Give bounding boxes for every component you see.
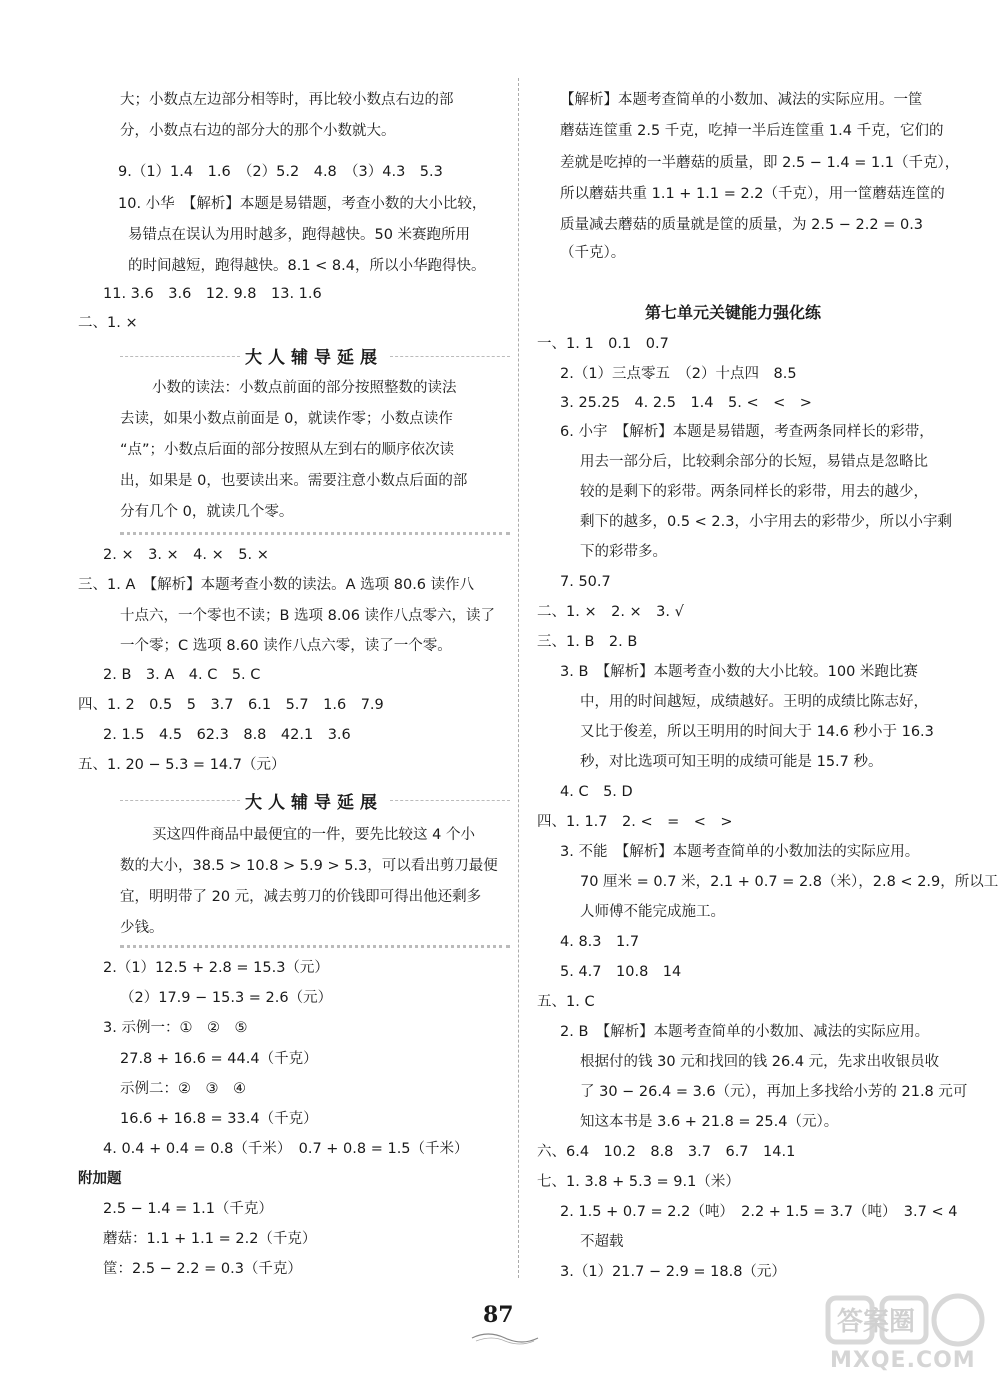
answer-line: （2）17.9 − 15.3 = 2.6（元） (120, 990, 333, 1006)
answer-line: 三、1. A 【解析】本题考查小数的读法。A 选项 80.6 读作八 (78, 577, 475, 593)
watermark-text: MXQE.COM (830, 1348, 976, 1373)
answer-line: 2.（1）12.5 + 2.8 = 15.3（元） (103, 960, 329, 976)
box-title: 大人辅导延展 (245, 793, 383, 813)
text-line: 人师傅不能完成施工。 (580, 904, 725, 920)
note-line: 少钱。 (120, 920, 164, 936)
answer-line: 2.5 − 1.4 = 1.1（千克） (103, 1201, 273, 1217)
answer-line: 3.（1）21.7 − 2.9 = 18.8（元） (560, 1264, 786, 1280)
answer-line: 示例二：② ③ ④ (120, 1081, 246, 1097)
answer-line: 2. B 3. A 4. C 5. C (103, 667, 261, 683)
answer-line: 六、6.4 10.2 8.8 3.7 6.7 14.1 (537, 1144, 796, 1160)
answer-line: 3. 25.25 4. 2.5 1.4 5. < < > (560, 395, 812, 411)
note-line: 数的大小，38.5 > 10.8 > 5.9 > 5.3，可以看出剪刀最便 (120, 858, 498, 874)
answer-line: 一、1. 1 0.1 0.7 (537, 336, 669, 352)
text-line: 根据付的钱 30 元和找回的钱 26.4 元，先求出收银员收 (580, 1054, 940, 1070)
answer-line: 二、1. × 2. × 3. √ (537, 604, 684, 620)
answer-line: 4. 0.4 + 0.4 = 0.8（千米） 0.7 + 0.8 = 1.5（千米） (103, 1141, 469, 1157)
section-heading: 附加题 (78, 1171, 122, 1187)
text-line: 下的彩带多。 (580, 544, 667, 560)
text-line: （千克）。 (560, 245, 626, 261)
text-line: 质量减去蘑菇的质量就是筐的质量，为 2.5 − 2.2 = 0.3 (560, 217, 924, 233)
column-divider (518, 78, 519, 1278)
answer-line: 五、1. C (537, 994, 595, 1010)
box-title: 大人辅导延展 (245, 348, 383, 368)
text-line: 知这本书是 3.6 + 21.8 = 25.4（元）。 (580, 1114, 839, 1130)
answer-line: 二、1. × (78, 315, 138, 331)
answer-line: 11. 3.6 3.6 12. 9.8 13. 1.6 (103, 286, 322, 302)
note-line: 出，如果是 0，也要读出来。需要注意小数点后面的部 (120, 473, 468, 489)
answer-line: 2. × 3. × 4. × 5. × (103, 547, 269, 563)
box-rule (390, 356, 510, 357)
answer-line: 2. 1.5 + 0.7 = 2.2（吨） 2.2 + 1.5 = 3.7（吨） 3.7 < 4 (560, 1204, 958, 1220)
page-number: 87 (483, 1302, 514, 1328)
text-line: 易错点在误认为用时越多，跑得越快。50 米赛跑所用 (128, 227, 471, 243)
answer-line: 7. 50.7 (560, 574, 611, 590)
text-line: 较的是剩下的彩带。两条同样长的彩带，用去的越少， (580, 484, 928, 500)
answer-line: 3. B 【解析】本题考查小数的大小比较。100 米跑比赛 (560, 664, 918, 680)
text-line: 大；小数点左边部分相等时，再比较小数点右边的部 (120, 92, 454, 108)
answer-line: 4. C 5. D (560, 784, 633, 800)
dotted-rule (120, 945, 510, 948)
dotted-rule (120, 532, 510, 535)
svg-text:答案圈: 答案圈 (837, 1307, 916, 1337)
answer-line: 9.（1）1.4 1.6 （2）5.2 4.8 （3）4.3 5.3 (118, 164, 443, 180)
text-line: 用去一部分后，比较剩余部分的长短，易错点是忽略比 (580, 454, 928, 470)
note-line: 宜，明明带了 20 元，减去剪刀的价钱即可得出他还剩多 (120, 889, 482, 905)
answer-line: 七、1. 3.8 + 5.3 = 9.1（米） (537, 1174, 740, 1190)
text-line: 剩下的越多，0.5 < 2.3，小宇用去的彩带少，所以小宇剩 (580, 514, 952, 530)
answer-line: 10. 小华 【解析】本题是易错题，考查小数的大小比较， (118, 196, 487, 212)
answer-line: 三、1. B 2. B (537, 634, 638, 650)
note-line: 分有几个 0，就读几个零。 (120, 504, 294, 520)
answer-line: 16.6 + 16.8 = 33.4（千克） (120, 1111, 318, 1127)
answer-line: 5. 4.7 10.8 14 (560, 964, 682, 980)
text-line: 了 30 − 26.4 = 3.6（元），再加上多找给小芳的 21.8 元可 (580, 1084, 968, 1100)
text-line: 所以蘑菇共重 1.1 + 1.1 = 2.2（千克），用一筐蘑菇连筐的 (560, 186, 945, 202)
text-line: 十点六，一个零也不读；B 选项 8.06 读作八点零六，读了 (120, 608, 496, 624)
answer-line: 2. 1.5 4.5 62.3 8.8 42.1 3.6 (103, 727, 351, 743)
note-line: 去读，如果小数点前面是 0，就读作零；小数点读作 (120, 411, 453, 427)
note-line: “点”；小数点后面的部分按照从左到右的顺序依次读 (120, 442, 455, 458)
page-number-ornament (470, 1330, 540, 1346)
answer-line: 6. 小宇 【解析】本题是易错题，考查两条同样长的彩带， (560, 424, 934, 440)
answer-line: 2.（1）三点零五 （2）十点四 8.5 (560, 366, 797, 382)
answer-line: 4. 8.3 1.7 (560, 934, 640, 950)
text-line: 不超载 (580, 1234, 624, 1250)
text-line: 的时间越短，跑得越快。8.1 < 8.4，所以小华跑得快。 (128, 258, 486, 274)
text-line: 【解析】本题考查简单的小数加、减法的实际应用。一筐 (560, 92, 923, 108)
answer-line: 四、1. 2 0.5 5 3.7 6.1 5.7 1.6 7.9 (78, 697, 384, 713)
answer-line: 3. 不能 【解析】本题考查简单的小数加法的实际应用。 (560, 844, 920, 860)
answer-line: 27.8 + 16.6 = 44.4（千克） (120, 1051, 318, 1067)
text-line: 分，小数点右边的部分大的那个小数就大。 (120, 123, 396, 139)
answer-line: 蘑菇：1.1 + 1.1 = 2.2（千克） (103, 1231, 317, 1247)
text-line: 一个零；C 选项 8.60 读作八点六零，读了一个零。 (120, 638, 452, 654)
unit-title: 第七单元关键能力强化练 (645, 303, 822, 322)
answer-line: 四、1. 1.7 2. < = < > (537, 814, 733, 830)
text-line: 蘑菇连筐重 2.5 千克，吃掉一半后连筐重 1.4 千克，它们的 (560, 123, 944, 139)
answer-line: 五、1. 20 − 5.3 = 14.7（元） (78, 757, 286, 773)
box-rule (120, 800, 240, 801)
answer-line: 筐：2.5 − 2.2 = 0.3（千克） (103, 1261, 302, 1277)
box-rule (120, 356, 240, 357)
text-line: 又比于俊差，所以王明用的时间大于 14.6 秒小于 16.3 (580, 724, 934, 740)
text-line: 差就是吃掉的一半蘑菇的质量，即 2.5 − 1.4 = 1.1（千克）， (560, 155, 960, 171)
note-line: 买这四件商品中最便宜的一件，要先比较这 4 个小 (152, 827, 475, 843)
answer-line: 3. 示例一：① ② ⑤ (103, 1020, 248, 1036)
watermark-glyphs (837, 1307, 915, 1337)
answer-line: 2. B 【解析】本题考查简单的小数加、减法的实际应用。 (560, 1024, 930, 1040)
box-rule (390, 800, 510, 801)
text-line: 中，用的时间越短，成绩越好。王明的成绩比陈志好， (580, 694, 928, 710)
text-line: 70 厘米 = 0.7 米，2.1 + 0.7 = 2.8（米），2.8 < 2.9，所以工 (580, 874, 999, 890)
note-line: 小数的读法：小数点前面的部分按照整数的读法 (152, 380, 457, 396)
text-line: 秒，对比选项可知王明的成绩可能是 15.7 秒。 (580, 754, 883, 770)
